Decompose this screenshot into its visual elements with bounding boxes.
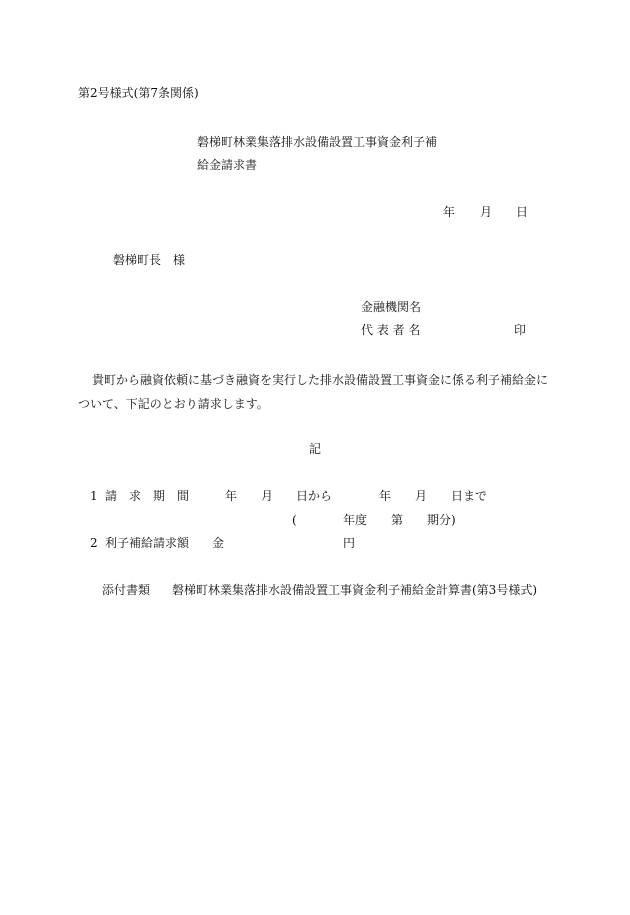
to-day-label: 日まで xyxy=(451,489,488,503)
to-year-label: 年 xyxy=(379,489,392,503)
fiscal-year-label: 年度 xyxy=(343,513,368,527)
body-text-line2: ついて、下記のとおり請求します。 xyxy=(78,397,269,411)
body-text-line1: 貴町から融資依頼に基づき融資を実行した排水設備設置工事資金に係る利子補給金に xyxy=(92,373,549,387)
period-open-paren: ( xyxy=(292,513,297,527)
form-label: 第2号様式(第7条関係) xyxy=(78,86,199,100)
term-label: 期分) xyxy=(427,513,456,527)
yen-label: 円 xyxy=(343,536,356,550)
item2-number: 2 xyxy=(90,536,98,550)
item1-label: 請 求 期 間 xyxy=(105,489,190,503)
item2-label: 利子補給請求額 xyxy=(105,536,190,550)
item1-number: 1 xyxy=(90,489,98,503)
to-month-label: 月 xyxy=(415,489,428,503)
attachment-text: 磐梯町林業集落排水設備設置工事資金利子補給金計算書(第3号様式) xyxy=(172,583,538,597)
date-year-label: 年 xyxy=(443,205,456,219)
document-title-line2: 給金請求書 xyxy=(197,158,258,172)
date-month-label: 月 xyxy=(480,205,493,219)
institution-name-label: 金融機関名 xyxy=(361,300,422,314)
kin-label: 金 xyxy=(212,536,225,550)
date-day-label: 日 xyxy=(516,205,529,219)
seal-mark: 印 xyxy=(514,323,527,337)
from-month-label: 月 xyxy=(261,489,274,503)
dai-label: 第 xyxy=(391,513,404,527)
document-title-line1: 磐梯町林業集落排水設備設置工事資金利子補 xyxy=(197,135,438,149)
representative-label: 代 表 者 名 xyxy=(361,323,421,337)
ki-heading: 記 xyxy=(309,442,322,456)
from-day-label: 日から xyxy=(296,489,333,503)
attachment-label: 添付書類 xyxy=(102,583,151,597)
addressee: 磐梯町長 様 xyxy=(113,253,186,267)
from-year-label: 年 xyxy=(225,489,238,503)
